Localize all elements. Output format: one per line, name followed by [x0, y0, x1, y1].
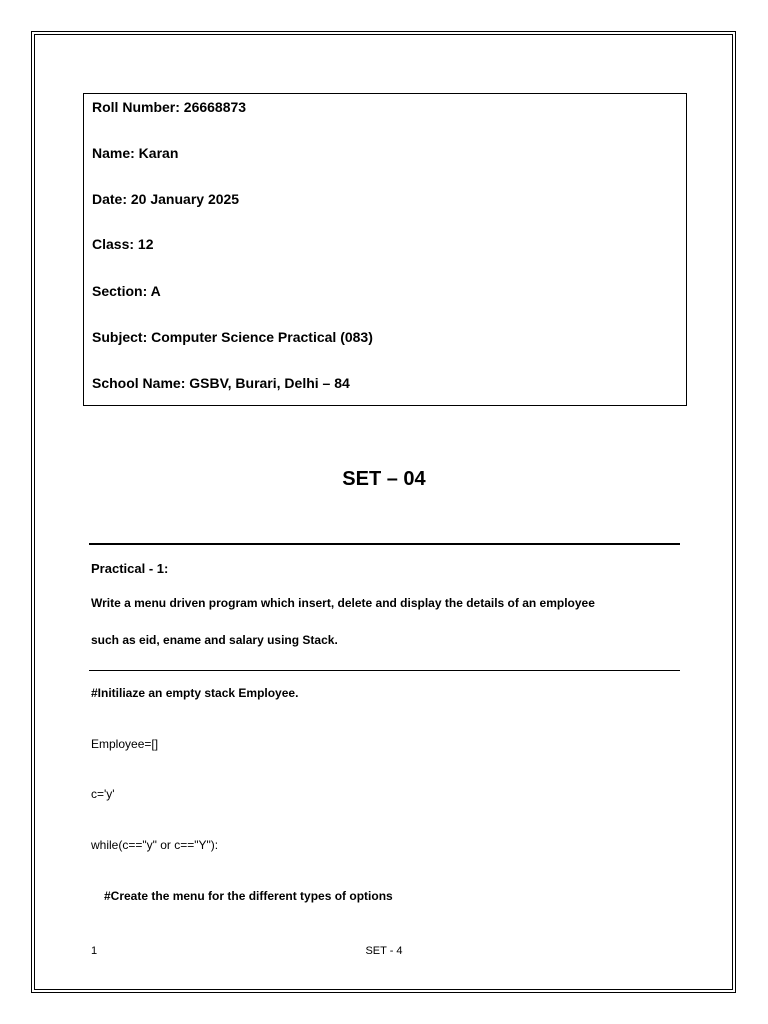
- divider-bottom: [89, 670, 680, 671]
- code-line-employee: Employee=[]: [91, 737, 159, 751]
- code-comment-menu: #Create the menu for the different types of options: [104, 889, 393, 903]
- section-field: Section: A: [92, 283, 161, 299]
- code-line-while: while(c=="y" or c=="Y"):: [91, 838, 219, 852]
- student-info-box: [83, 93, 687, 406]
- roll-number: Roll Number: 26668873: [92, 99, 247, 115]
- code-line-c: c='y': [91, 787, 115, 801]
- exam-date: Date: 20 January 2025: [92, 191, 240, 207]
- question-line-2: such as eid, ename and salary using Stack.: [91, 633, 338, 647]
- divider-top: [89, 543, 680, 545]
- question-line-1: Write a menu driven program which insert, delete and display the details of an employee: [91, 596, 595, 610]
- footer-set-label: SET - 4: [365, 945, 403, 957]
- practical-heading: Practical - 1:: [91, 561, 169, 576]
- subject-field: Subject: Computer Science Practical (083): [92, 329, 373, 345]
- student-name: Name: Karan: [92, 145, 179, 161]
- footer-page-number: 1: [91, 945, 98, 957]
- code-comment-init: #Initiliaze an empty stack Employee.: [91, 686, 299, 700]
- set-title: SET – 04: [342, 468, 426, 490]
- school-name: School Name: GSBV, Burari, Delhi – 84: [92, 375, 350, 391]
- class-field: Class: 12: [92, 236, 154, 252]
